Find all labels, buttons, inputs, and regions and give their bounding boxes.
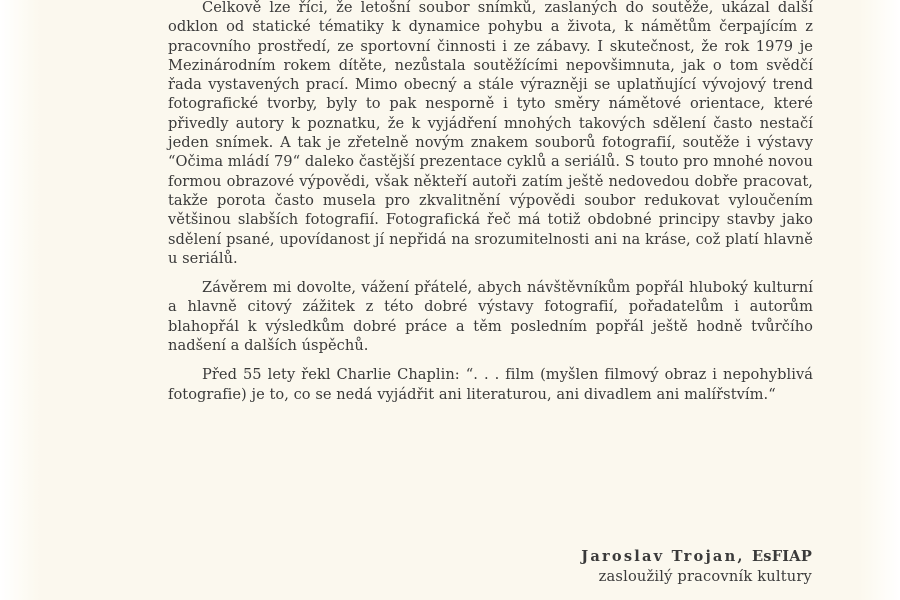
- article-body: [168, 0, 813, 414]
- author-name: Jaroslav Trojan,: [581, 548, 745, 565]
- page-margin-left: [0, 0, 42, 600]
- signature-block: [581, 547, 812, 587]
- author-credential: EsFIAP: [751, 548, 812, 565]
- paragraph-3: Před 55 lety řekl Charlie Chaplin: “. . . film (myšlen filmový obraz i nepohyblivá fotografie) je to, co se nedá vyjádřit ani literaturou, ani divadlem ani malířstvím.“: [168, 366, 813, 403]
- paragraph-2: Závěrem mi dovolte, vážení přátelé, abych návštěvníkům popřál hluboký kulturní a hlavně citový zážitek z této dobré výstavy fotografií, pořadatelům i autorům blahopřál k výsledkům dobré práce a těm posledním popřál ještě hodně tvůrčího nadšení a dalších úspěchů.: [168, 279, 813, 355]
- author-line: [581, 547, 812, 567]
- page-margin-right: [858, 0, 900, 600]
- author-role: zasloužilý pracovník kultury: [598, 568, 812, 585]
- paragraph-1: Celkově lze říci, že letošní soubor snímků, zaslaných do soutěže, ukázal další odklon od statické tématiky k dynamice pohybu a života, k námětům čerpajícím z pracovního prostředí, ze sportovní činnosti i ze zábavy. I skutečnost, že rok 1979 je Mezinárodním rokem dítěte, nezůstala soutěžícími nepovšimnuta, jak o tom svědčí řada vystavených prací. Mimo obecný a stále výrazněji se uplatňující vývojový trend fotografické tvorby, byly to pak nesporně i tyto směry námětové orientace, které přivedly autory k poznatku, že k vyjádření mnohých takových sdělení často nestačí jeden snímek. A tak je zřetelně novým znakem souborů fotografií, soutěže i výstavy “Očima mládí 79“ daleko častější prezentace cyklů a seriálů. S touto pro mnohé novou formou obrazové výpovědi, však někteří autoři zatím ještě nedovedou dobře pracovat, takže porota často musela pro zkvalitnění výpovědi soubor redukovat vyloučením většinou slabších fotografií. Fotografická řeč má totiž obdobné principy stavby jako sdělení psané, upovídanost jí nepřidá na srozumitelnosti ani na kráse, což platí hlavně u seriálů.: [168, 0, 813, 267]
